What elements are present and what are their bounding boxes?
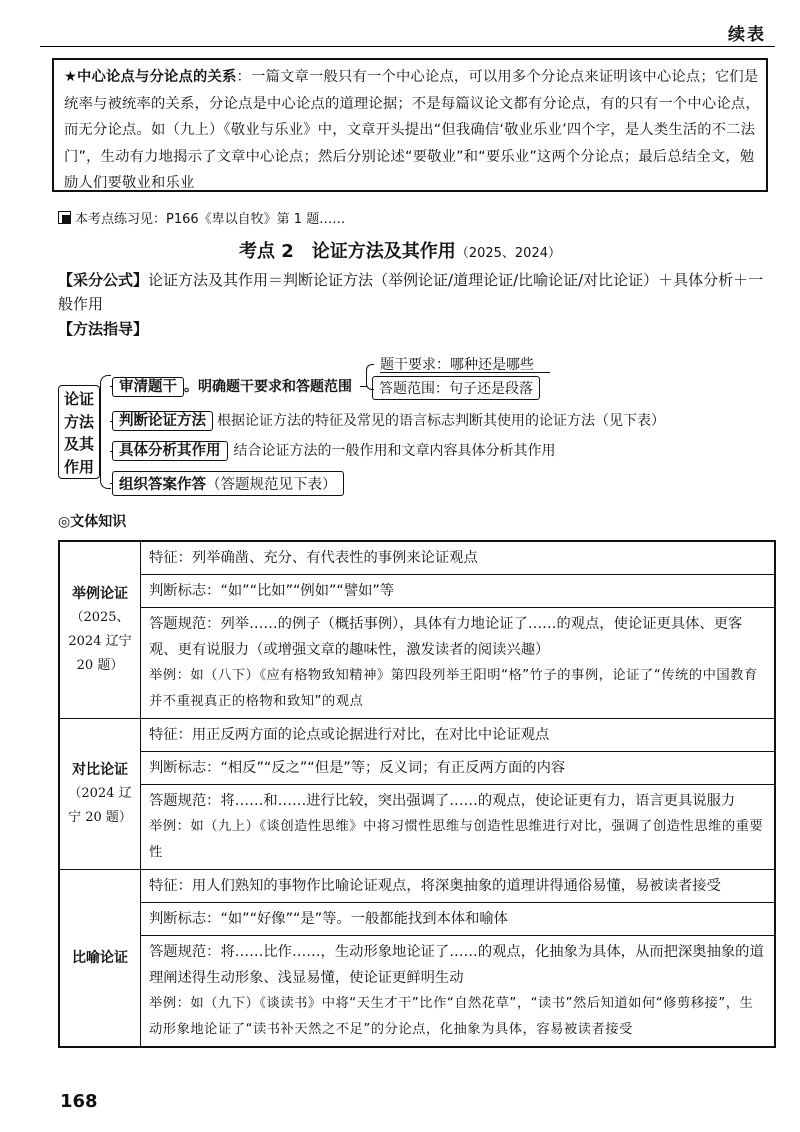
- method-cell: [59, 541, 141, 719]
- example-text: 举例：如（八下）《应有格物致知精神》第四段列举王阳明“格”竹子的事例，论证了“传统的中国教育并不重视真正的格物和致知”的观点: [149, 668, 758, 709]
- summary-body: ：一篇文章一般只有一个中心论点，可以用多个分论点来证明该中心论点；它们是统率与被统率的关系，分论点是中心论点的道理论据；不是每篇议论文都有分论点，有的只有一个中心论点，而无分论点。如（九上）《敬业与乐业》中，文章开头提出“但我确信‘敬业乐业’四个字，是人类生活的不二法门”，生动有力地揭示了文章中心论点；然后分别论述“要敬业”和“要乐业”这两个分论点；最后总结全文，勉励人们要敬业和乐业: [64, 69, 760, 191]
- mindmap-step-2: [112, 409, 665, 430]
- table-row: [59, 752, 775, 785]
- table-row: [59, 541, 775, 575]
- step-1-desc: 。明确题干要求和答题范围: [184, 379, 352, 395]
- answer-cell: [141, 785, 776, 870]
- step-4-desc: （答题规范见下表）: [206, 477, 337, 493]
- method-name: 对比论证: [72, 762, 128, 778]
- feature-cell: 特征：列举确凿、充分、有代表性的事例来论证观点: [141, 541, 776, 575]
- table-row: [59, 936, 775, 1048]
- page-number: 168: [60, 1091, 98, 1112]
- sub-requirement: 题干要求：哪种还是哪些: [380, 357, 534, 373]
- section-years: （2025、2024）: [455, 246, 561, 261]
- example-text: 举例：如（九下）《谈读书》中将“天生才干”比作“自然花草”，“读书”然后知道如何“修剪移接”，生动形象地论证了“读书补天然之不足”的分论点，化抽象为具体，容易被读者接受: [149, 996, 754, 1037]
- sub-scope: 答题范围：句子还是段落: [372, 376, 540, 400]
- argument-methods-table: [58, 540, 776, 1048]
- mindmap-step-4: [112, 471, 344, 496]
- table-row: [59, 575, 775, 608]
- mindmap-connector: [380, 372, 550, 373]
- mindmap-step-1: [112, 375, 352, 396]
- marker-cell: 判断标志：“相反”“反之”“但是”等；反义词；有正反两方面的内容: [141, 752, 776, 785]
- genre-knowledge-heading: ◎文体知识: [58, 514, 127, 530]
- formula-label: 【采分公式】: [58, 271, 149, 289]
- practice-text: 本考点练习见：P166《卑以自牧》第 1 题……: [75, 212, 346, 227]
- header-rule: [40, 46, 775, 47]
- answer-cell: [141, 936, 776, 1048]
- marker-cell: 判断标志：“如”“好像”“是”等。一般都能找到本体和喻体: [141, 903, 776, 936]
- mindmap-step-3: [112, 439, 556, 460]
- step-3-desc: 结合论证方法的一般作用和文章内容具体分析其作用: [233, 443, 556, 459]
- section-title: [0, 237, 800, 263]
- practice-reference: [58, 208, 345, 227]
- method-name: 比喻论证: [72, 950, 128, 966]
- scoring-formula: [58, 268, 778, 316]
- mindmap-root-line: 作用: [63, 457, 94, 476]
- answer-text: 答题规范：将……比作……，生动形象地论证了……的观点，化抽象为具体，从而把深奥抽象的道理阐述得生动形象、浅显易懂，使论证更鲜明生动: [149, 944, 764, 986]
- table-row: [59, 608, 775, 719]
- answer-text: 答题规范：将……和……进行比较，突出强调了……的观点，使论证更有力，语言更具说服力: [149, 793, 736, 809]
- method-note: （2024 辽宁 20 题）: [68, 786, 132, 825]
- step-3-label: 具体分析其作用: [112, 441, 228, 461]
- step-2-label: 判断论证方法: [112, 411, 213, 431]
- summary-text: [64, 64, 760, 197]
- table-row: [59, 785, 775, 870]
- feature-cell: 特征：用人们熟知的事物作比喻论证观点，将深奥抽象的道理讲得通俗易懂，易被读者接受: [141, 870, 776, 903]
- table-row: [59, 870, 775, 903]
- step-4-label: 组织答案作答: [119, 477, 206, 493]
- answer-text: 答题规范：列举……的例子（概括事例），具体有力地论证了……的观点，使论证更具体、更客观、更有说服力（或增强文章的趣味性，激发读者的阅读兴趣）: [149, 616, 743, 658]
- method-cell: [59, 719, 141, 870]
- answer-cell: [141, 608, 776, 719]
- formula-text: 论证方法及其作用＝判断论证方法（举例论证/道理论证/比喻论证/对比论证）＋具体分析＋一般作用: [58, 271, 764, 313]
- mindmap-root-line: 及其: [63, 435, 94, 453]
- mindmap-root-line: 论证: [63, 390, 94, 408]
- table-row: [59, 903, 775, 936]
- method-guide-label: 【方法指导】: [58, 320, 149, 338]
- method-cell: [59, 870, 141, 1048]
- mindmap-bracket: [100, 375, 111, 489]
- section-title-text: 考点 2 论证方法及其作用: [239, 241, 456, 262]
- continued-label: 续表: [728, 25, 766, 45]
- summary-label: ★中心论点与分论点的关系: [64, 69, 237, 85]
- step-2-desc: 根据论证方法的特征及常见的语言标志判断其使用的论证方法（见下表）: [217, 413, 665, 429]
- mindmap-root: [58, 385, 100, 479]
- feature-cell: 特征：用正反两方面的论点或论据进行对比，在对比中论证观点: [141, 719, 776, 752]
- marker-cell: 判断标志：“如”“比如”“例如”“譬如”等: [141, 575, 776, 608]
- mindmap-root-line: 方法: [63, 412, 94, 431]
- method-name: 举例论证: [72, 586, 128, 602]
- step-1-label: 审清题干: [112, 377, 184, 397]
- method-note: （2025、2024 辽宁 20 题）: [68, 610, 132, 673]
- example-text: 举例：如（九上）《谈创造性思维》中将习惯性思维与创造性思维进行对比，强调了创造性思维的重要性: [149, 819, 764, 860]
- practice-icon: [58, 211, 71, 224]
- table-row: [59, 719, 775, 752]
